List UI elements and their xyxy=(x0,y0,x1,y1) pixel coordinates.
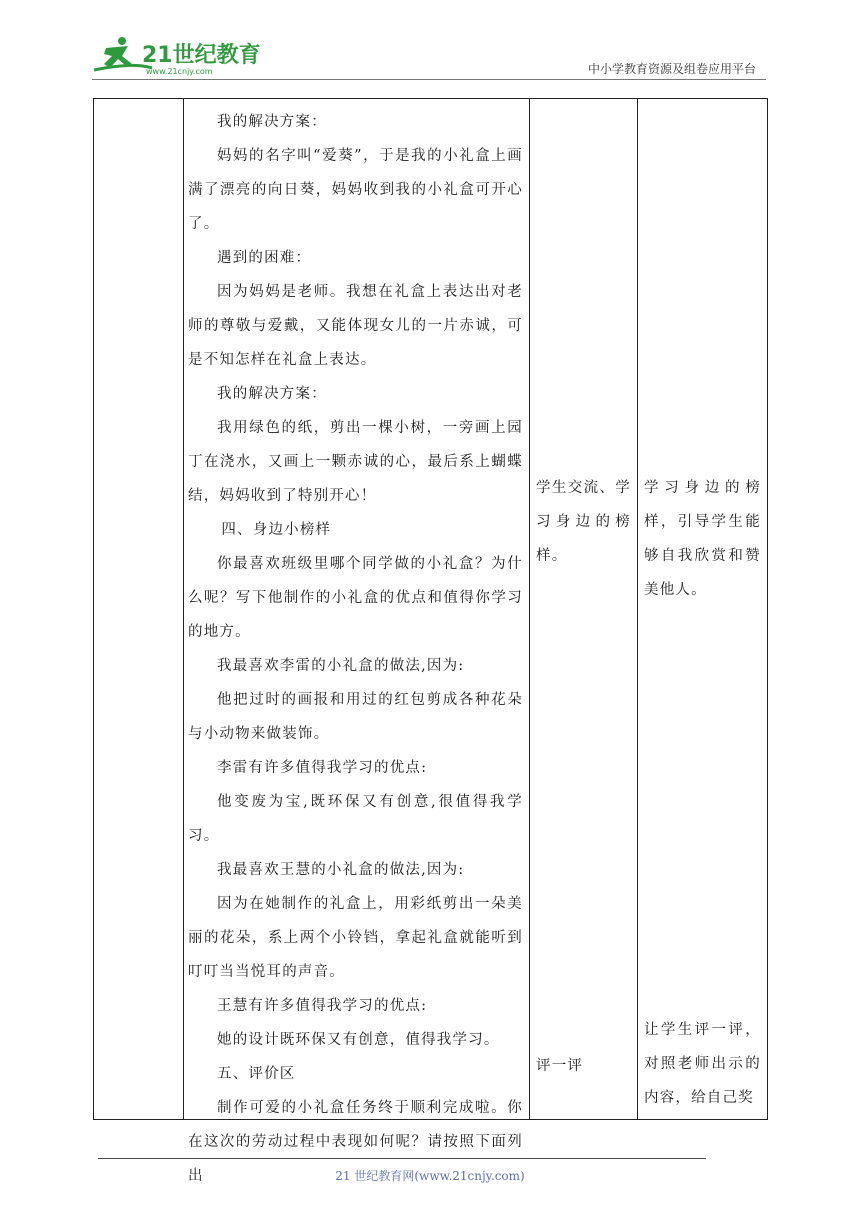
platform-title: 中小学教育资源及组卷应用平台 xyxy=(587,62,756,76)
paragraph: 他变废为宝,既环保又有创意,很值得我学习。 xyxy=(188,794,523,844)
paragraph: 她的设计既环保又有创意，值得我学习。 xyxy=(217,1032,500,1048)
paragraph: 因为妈妈是老师。我想在礼盒上表达出对老师的尊敬与爱戴，又能体现女儿的一片赤诚，可是不知怎样在礼盒上表达。 xyxy=(188,284,523,368)
student-activity-text: 评一评 xyxy=(536,1058,584,1074)
footer-divider xyxy=(98,1158,706,1159)
paragraph: 我的解决方案： xyxy=(217,114,327,130)
paragraph: 因为在她制作的礼盒上，用彩纸剪出一朵美丽的花朵，系上两个小铃铛，拿起礼盒就能听到叮叮当当悦耳的声音。 xyxy=(188,896,523,980)
paragraph: 李雷有许多值得我学习的优点: xyxy=(217,760,428,776)
section-heading: 五、评价区 xyxy=(217,1066,296,1082)
paragraph: 我用绿色的纸，剪出一棵小树，一旁画上园丁在浇水，又画上一颗赤诚的心，最后系上蝴蝶结，妈妈收到了特别开心！ xyxy=(188,420,523,504)
paragraph: 遇到的困难： xyxy=(217,250,312,266)
paragraph: 制作可爱的小礼盒任务终于顺利完成啦。你在这次的劳动过程中表现如何呢？请按照下面列出 xyxy=(188,1100,523,1184)
paragraph: 我的解决方案： xyxy=(217,386,327,402)
paragraph: 他把过时的画报和用过的红包剪成各种花朵与小动物来做装饰。 xyxy=(188,692,523,742)
site-logo xyxy=(92,34,262,78)
table-row xyxy=(94,99,768,1120)
logo-text: 21世纪教育 xyxy=(142,43,261,68)
footer-link[interactable]: 21 世纪教育网(www.21cnjy.com) xyxy=(335,1169,525,1183)
design-intent-text: 让学生评一评，对照老师出示的内容，给自己奖 xyxy=(644,1022,761,1106)
paragraph: 妈妈的名字叫“爱葵”，于是我的小礼盒上画满了漂亮的向日葵，妈妈收到我的小礼盒可开心了。 xyxy=(188,148,523,232)
design-intent-text: 学习身边的榜样，引导学生能够自我欣赏和赞美他人。 xyxy=(644,480,761,598)
student-activity-text: 学生交流、学习身边的榜样。 xyxy=(536,480,631,564)
paragraph: 你最喜欢班级里哪个同学做的小礼盒？为什么呢？写下他制作的小礼盒的优点和值得你学习的地方。 xyxy=(188,556,523,640)
paragraph: 我最喜欢王慧的小礼盒的做法,因为: xyxy=(217,862,465,878)
student-activity-cell xyxy=(530,99,638,1120)
paragraph: 王慧有许多值得我学习的优点: xyxy=(217,998,428,1014)
section-heading: 四、身边小榜样 xyxy=(221,522,332,538)
stage-cell xyxy=(94,99,184,1120)
header-divider xyxy=(92,79,766,80)
paragraph: 我最喜欢李雷的小礼盒的做法,因为: xyxy=(217,658,465,674)
design-intent-cell xyxy=(638,99,768,1120)
logo-url: www.21cnjy.com xyxy=(146,67,213,76)
